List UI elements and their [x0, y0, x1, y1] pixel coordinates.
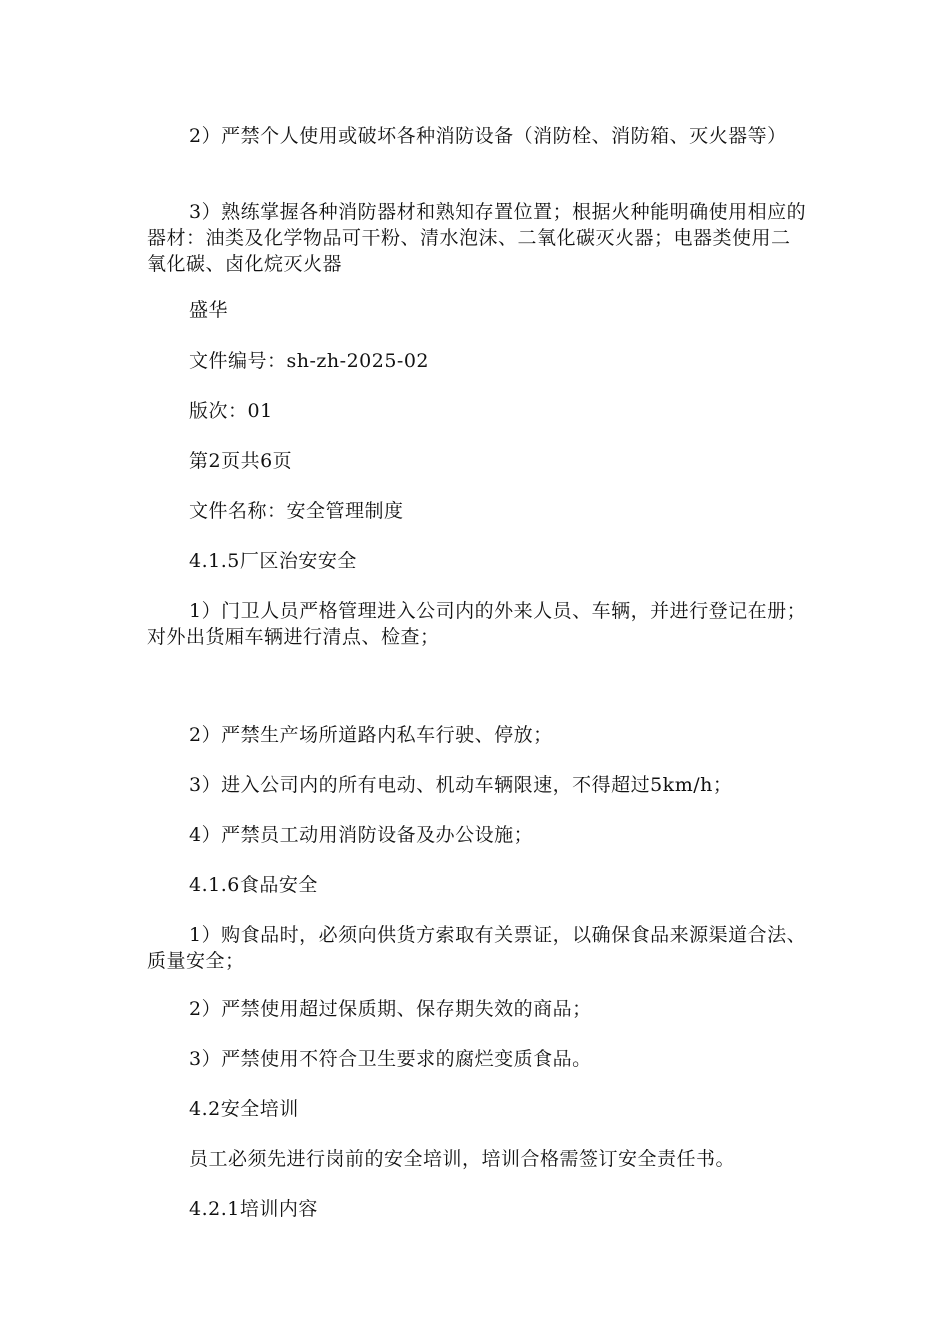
page-indicator: 第2页共6页	[189, 450, 293, 472]
document-version: 版次：01	[189, 400, 273, 422]
section-heading-4-2-1: 4.2.1培训内容	[189, 1198, 318, 1220]
document-title: 文件名称：安全管理制度	[189, 500, 404, 522]
paragraph-expired-goods-ban: 2）严禁使用超过保质期、保存期失效的商品；	[189, 998, 592, 1020]
section-heading-4-1-6: 4.1.6食品安全	[189, 874, 318, 896]
paragraph-spoiled-food-ban: 3）严禁使用不符合卫生要求的腐烂变质食品。	[189, 1048, 592, 1070]
paragraph-fire-equipment-ban: 2）严禁个人使用或破坏各种消防设备（消防栓、消防箱、灭火器等）	[189, 125, 787, 147]
section-heading-4-1-5: 4.1.5厂区治安安全	[189, 550, 357, 572]
paragraph-food-purchase: 1）购食品时，必须向供货方索取有关票证，以确保食品来源渠道合法、质量安全；	[147, 924, 807, 972]
paragraph-speed-limit: 3）进入公司内的所有电动、机动车辆限速，不得超过5km/h；	[189, 774, 733, 796]
paragraph-gate-management: 1）门卫人员严格管理进入公司内的外来人员、车辆，并进行登记在册；对外出货厢车辆进行清点、检查；	[147, 600, 807, 648]
paragraph-facility-ban: 4）严禁员工动用消防设备及办公设施；	[189, 824, 534, 846]
paragraph-fire-equipment-usage: 3）熟练掌握各种消防器材和熟知存置位置；根据火种能明确使用相应的器材：油类及化学物品可干粉、清水泡沫、二氧化碳灭火器；电器类使用二氧化碳、卤化烷灭火器	[147, 201, 807, 275]
document-number: 文件编号：sh-zh-2025-02	[189, 350, 430, 372]
section-heading-4-2: 4.2安全培训	[189, 1098, 299, 1120]
paragraph-private-vehicle-ban: 2）严禁生产场所道路内私车行驶、停放；	[189, 724, 553, 746]
company-name: 盛华	[189, 299, 229, 321]
paragraph-training-requirement: 员工必须先进行岗前的安全培训，培训合格需签订安全责任书。	[189, 1148, 736, 1170]
